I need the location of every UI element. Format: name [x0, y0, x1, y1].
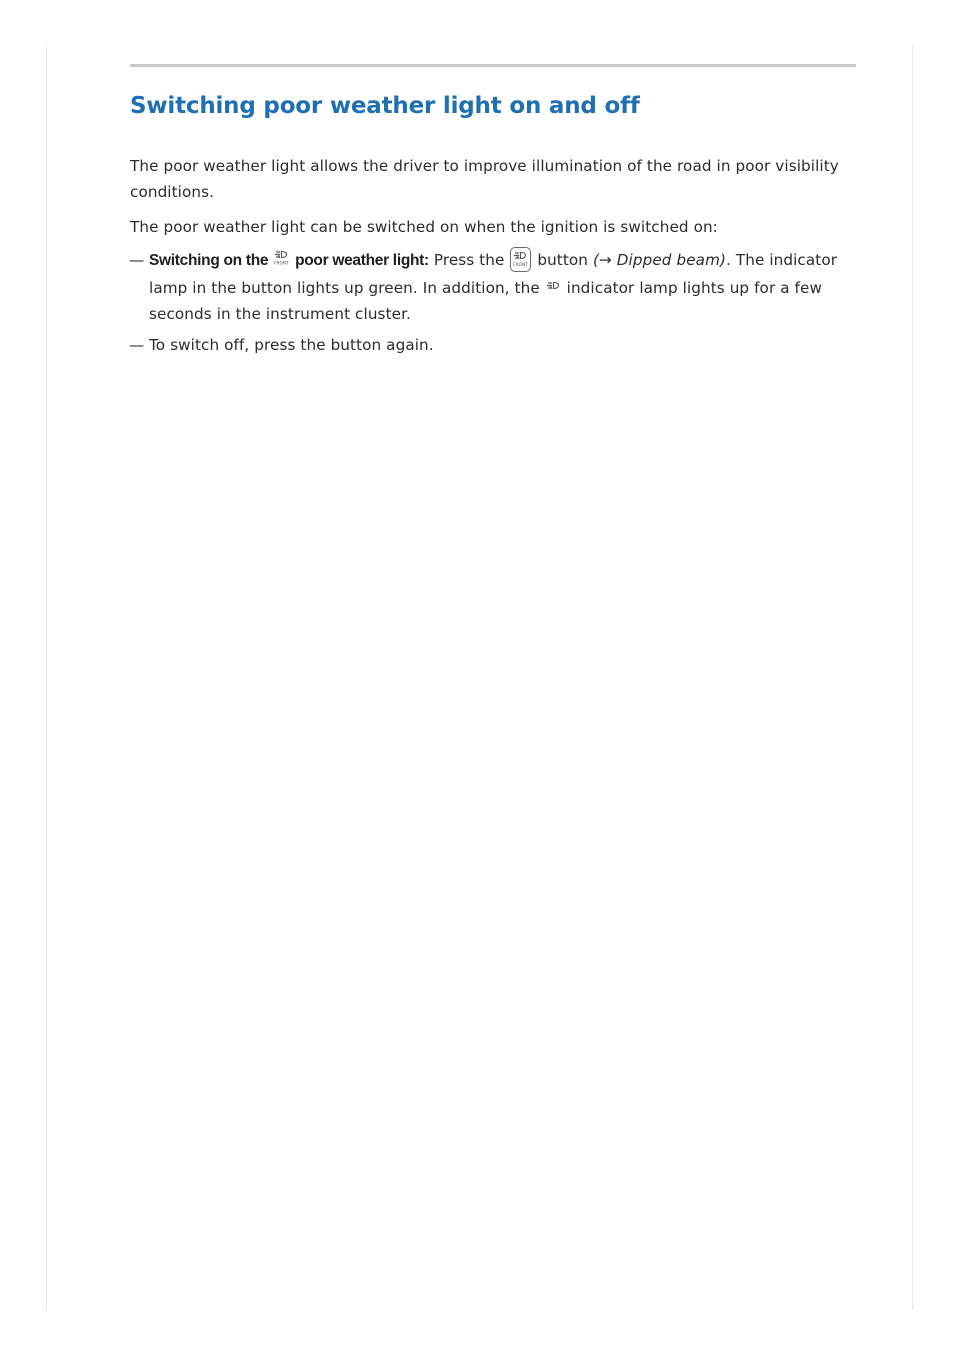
page-border-right [912, 46, 913, 1310]
cross-reference-dipped-beam[interactable]: Dipped beam) [616, 251, 726, 269]
button-front-label: FRONT [513, 262, 529, 267]
cross-reference-open: (→ [592, 251, 612, 269]
instruction-step-switch-on [130, 247, 856, 328]
front-label: FRONT [274, 260, 290, 266]
step-text-d: indicator lamp lights up for a few seconds in the instrument cluster. [149, 278, 822, 323]
poor-weather-light-front-icon [273, 249, 290, 266]
instruction-step-switch-off [130, 332, 856, 359]
step-text-b: button [537, 251, 589, 269]
step-dash: — [129, 335, 145, 354]
condition-paragraph: The poor weather light can be switched on when the ignition is switched on: [130, 218, 718, 236]
intro-paragraph: The poor weather light allows the driver to improve illumination of the road in poor visibility conditions. [130, 157, 839, 201]
step-dash: — [129, 251, 145, 269]
section-divider [130, 64, 856, 67]
step-lead-b: poor weather light: [295, 252, 429, 269]
section-title: Switching poor weather light on and off [130, 93, 640, 119]
document-content [130, 64, 856, 358]
step-text-c: . The indicator lamp in the button lights up green. In addition, the [149, 251, 838, 297]
step-text: To switch off, press the button again. [149, 335, 434, 354]
step-text-a: Press the [433, 251, 505, 269]
poor-weather-light-indicator-icon [545, 277, 562, 294]
poor-weather-light-button-icon [510, 247, 531, 272]
page-border-left [46, 46, 47, 1310]
instruction-list [130, 247, 856, 358]
step-lead-a: Switching on the [149, 252, 269, 269]
